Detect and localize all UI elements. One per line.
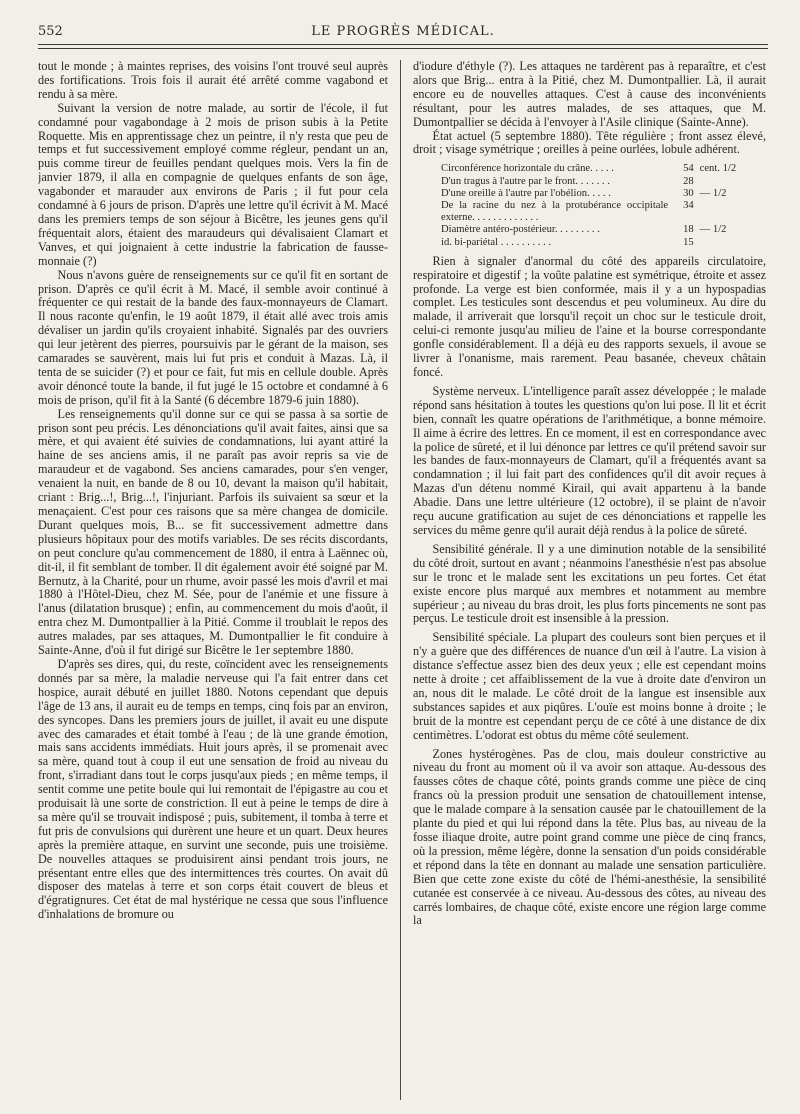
measurement-row xyxy=(441,200,743,224)
right-column xyxy=(413,60,766,1100)
measurement-row xyxy=(441,224,743,236)
paragraph: Système nerveux. L'intelligence paraît assez développée ; le malade répond sans hésitation à toutes les questions qu'on lui pose. Il lit et écrit bien, connaît les quatre opérations de l'arithmétique, a bonne mémoire. Il aime à écrire des lettres. En ce moment, il est en correspondance avec la police de sûreté, et il lui dénonce par lettres ce qu'il prétend savoir sur les bandes de faux-monnayeurs de Clamart, qu'il a fréquentés avant sa condamnation ; il lui fait part des confidences qu'il dit avoir reçues à Mazas d'un détenu nommé Kirail, qui avait appartenu à la bande Abadie. Dans une lettre ultérieure (12 octobre), il se plaint de n'avoir reçu aucune gratification au sujet de ces dénonciations et rappelle les services du même genre qu'il aurait déjà rendus à la police de sûreté. xyxy=(413,383,766,537)
measurement-label: id. bi-pariétal . . . . . . . . . . xyxy=(441,236,552,248)
paragraph: État actuel (5 septembre 1880). Tête régulière ; front assez élevé, droit ; visage symétrique ; oreilles à peine ourlées, lobule adhérent. xyxy=(413,128,766,157)
measurement-value: 18 xyxy=(683,224,694,236)
paragraph: Rien à signaler d'anormal du côté des appareils circulatoire, respiratoire et digestif ; la voûte palatine est symétrique, étroite et assez profonde. La verge est bien conformée, mais il y a un hypospadias complet. Les testicules sont descendus et peu volumineux. Au dire du malade, il arriverait que lorsqu'il reçoit un choc sur le testicule droit, celui-ci remonte jusqu'au milieu de l'aine et la bourse correspondante gonfle considérablement. Il a déjà eu des rapports sexuels, il avoue se livrer à l'onanisme, mais rarement. Peau basanée, cheveux châtain foncé. xyxy=(413,253,766,380)
header-rule xyxy=(38,44,768,45)
left-column xyxy=(38,60,388,1100)
paragraph: D'après ses dires, qui, du reste, coïncident avec les renseignements donnés par sa mère, la maladie nerveuse qui l'a fait entrer dans cet hospice, aurait débuté en juillet 1880. Notons cependant que depuis l'âge de 13 ans, il aurait eu de temps en temps, cinq fois par an environ, des syncopes. Dans les premiers jours de juillet, il avait eu une dispute avec des camarades et était tombé à l'eau ; de là une grande émotion, mais sans accidents immédiats. Huit jours après, il se promenait avec sa mère, quand tout à coup il eut une sensation de froid au niveau du front, s'irradiant dans tout le corps jusqu'aux pieds ; en même temps, il sentit comme une petite boule qui lui remontait de l'épigastre au cou et produisait là une sorte de constriction. Il eut à peine le temps de dire à sa mère qu'il se trouvait indisposé ; puis, subitement, il tomba à terre et fut pris de convulsions qui durèrent une heure et un quart. Deux heures après la première attaque, en survint une seconde, puis une troisième. De nouvelles attaques se produisirent ainsi pendant trois jours, ne présentant entre elles que des intermittences très courtes. On avait dû disposer des matelas à terre et son corps était couvert de bleus et d'égratignures. Cet état de mal hystérique ne cessa que sous l'influence d'inhalations de bromure ou xyxy=(38,656,388,922)
paragraph: Les renseignements qu'il donne sur ce qui se passa à sa sortie de prison sont peu précis. Les dénonciations qu'il avait faites, ainsi que sa mère, et qui avaient été suivies de condamnations, lui ayant attiré la haine de ses anciens amis, il ne paraît pas avoir repris sa vie de maraudeur et de vagabond. Ses anciens camarades, pour s'en venger, venaient la nuit, en bande de 8 ou 10, devant la maison qu'il habitait, criant : Brig...!, Brig...!, l'injuriant. Parfois ils suivaient sa sœur et la menaçaient. C'est pour ces raisons que sa mère changea de domicile. Durant quelques mois, B... se fit successivement admettre dans plusieurs hôpitaux pour des motifs variables. De ses récits discordants, on peut conclure qu'au commencement de 1880, il entra à Laënnec où, dit-il, il fit semblant de tomber. Il dit également avoir été soigné par M. Bernutz, à la Charité, pour un rhume, avoir passé les mois d'avril et mai 1880 à l'Hôtel-Dieu, chez M. Sée, pour de l'anémie et une fissure à l'anus (dilatation brusque) ; enfin, au commencement du mois d'août, il entra chez M. Dumontpallier à la Pitié. Comme il troublait le repos des autres malades, par ses attaques, M. Dumontpallier le fit conduire à Sainte-Anne, d'où il fut dirigé sur Bicêtre le 1er septembre 1880. xyxy=(38,406,388,658)
measurement-unit: — 1/2 xyxy=(699,187,727,199)
measurement-unit xyxy=(700,176,743,188)
measurement-label: D'un tragus à l'autre par le front. . . . . . . xyxy=(441,175,610,187)
paragraph: Suivant la version de notre malade, au sortir de l'école, il fut condamné pour vagabondage à 2 mois de prison subis à la Petite Roquette. Mis en apprentissage chez un peintre, il n'y resta que peu de temps et fut successivement employé comme régleur, pendant un an, puis comme tireur de feuilles pendant quelques mois. Vers la fin de janvier 1879, il alla en compagnie de quelques enfants de son âge, vagabonder et marauder aux environs de Paris ; il fut pour cela condamné à 6 jours de prison. D'après une lettre qu'il écrivit à M. Macé dans les premiers temps de son séjour à Bicêtre, les jeunes gens qu'il fréquentait alors, étaient des maraudeurs qui dévalisaient Clamart et Vanves, et qui joignaient à cette industrie la fabrication de fausse-monnaie (?) xyxy=(38,100,388,268)
measurement-value: 54 xyxy=(683,163,694,175)
measurement-label: Circonférence horizontale du crâne. . . . . xyxy=(441,163,614,175)
page-number: 552 xyxy=(38,24,63,39)
measurement-row xyxy=(441,188,743,200)
measurement-row xyxy=(441,163,743,175)
measurement-label: De la racine du nez à la protubérance occipitale externe. . . . . . . . . . . . . xyxy=(441,199,669,224)
measurements-table xyxy=(441,163,743,248)
paragraph: tout le monde ; à maintes reprises, des voisins l'ont trouvé seul auprès des fortifications. Trois fois il aurait été arrêté comme vagabond et rendu à sa mère. xyxy=(38,60,388,101)
paragraph: Sensibilité générale. Il y a une diminution notable de la sensibilité du côté droit, surtout en avant ; néanmoins l'anesthésie n'est pas absolue sur le tronc et le malade sent les excitations un peu fortes. Cet état existe encore plus marqué aux membres et notamment au membre supérieur ; au niveau du bras droit, les plus forts pincements ne sont pas perçus. Le testicule droit est insensible à la pression. xyxy=(413,541,766,626)
measurement-value: 28 xyxy=(683,175,694,187)
page-header xyxy=(38,24,768,46)
measurement-unit: cent. 1/2 xyxy=(699,163,737,175)
column-divider xyxy=(400,60,401,1100)
measurement-value: 34 xyxy=(683,199,694,211)
measurement-label: Diamètre antéro-postérieur. . . . . . . . . xyxy=(441,224,600,236)
measurement-value: 30 xyxy=(683,187,694,199)
measurement-row xyxy=(441,176,743,188)
paragraph: Sensibilité spéciale. La plupart des couleurs sont bien perçues et il n'y a guère que des différences de nuance d'un œil à l'autre. La vision à distance s'effectue assez bien des deux yeux ; elle est cependant moins nette à droite ; cet affaiblissement de la vue à droite date d'environ un an, nous dit le malade. Le côté droit de la langue est insensible aux substances sapides et aux piqûres. L'ouïe est moins bonne à droite ; le bruit de la montre est cependant perçu de ce côté à une distance de dix centimètres. L'odorat est obtus du même côté seulement. xyxy=(413,630,766,742)
running-title: LE PROGRÈS MÉDICAL. xyxy=(311,24,495,39)
paragraph: Nous n'avons guère de renseignements sur ce qu'il fit en sortant de prison. D'après ce qu'il écrit à M. Macé, il semble avoir continué à fréquenter ce qui restait de la bande des faux-monnayeurs de Clamart. Il nous raconte qu'enfin, le 19 août 1879, il était allé avec trois amis dévaliser un jardin qu'ils croyaient inhabité. Signalés par des ouvriers qui leur jetèrent des pierres, poursuivis par le gérant de la maison, ses camarades se sauvèrent, mais lui fut pris et conduit à Mazas. Là, il tenta de se suicider (?) et pour ce fait, fut mis en cellule double. Après avoir dénoncé toute la bande, il fut jugé le 15 octobre et condamné à 6 mois de prison, qu'il fit à la Santé (6 décembre 1879-6 juin 1880). xyxy=(38,267,388,407)
paragraph: d'iodure d'éthyle (?). Les attaques ne tardèrent pas à reparaître, et c'est alors que Brig... entra à la Pitié, chez M. Dumontpallier. Là, il aurait encore eu de nouvelles attaques. C'est à cause des inconvénients résultant, pour les autres malades, de ses attaques, que M. Dumontpallier se décida à l'envoyer à l'Asile clinique (Sainte-Anne). xyxy=(413,60,766,129)
measurement-row xyxy=(441,237,743,249)
measurement-unit xyxy=(700,200,743,224)
measurement-value: 15 xyxy=(683,236,694,248)
header-rule-thin xyxy=(38,48,768,49)
paragraph: Zones hystérogènes. Pas de clou, mais douleur constrictive au niveau du front au moment où il va avoir son attaque. Au-dessous des fausses côtes de chaque côté, points grands comme une pièce de cinq francs où la pression produit une sensation de chatouillement intense, que le malade compare à la sensation causée par le chatouillement de la plante du pied et qui lui répond dans la tête. Plus bas, au niveau de la fosse iliaque droite, autre point grand comme une pièce de cinq francs, où la pression, même légère, donne la sensation d'un poids considérable et répond dans la tête en donnant au malade une sensation particulière. Bien que cette zone existe du côté de l'hémi-anesthésie, la sensibilité cutanée est conservée à ce niveau. Au-dessous des côtes, au niveau des carrés lombaires, de chaque côté, existe encore une région large comme la xyxy=(413,746,766,928)
measurement-label: D'une oreille à l'autre par l'obélion. . . . . xyxy=(441,187,611,199)
measurement-unit: — 1/2 xyxy=(699,224,727,236)
measurement-unit xyxy=(700,237,743,249)
